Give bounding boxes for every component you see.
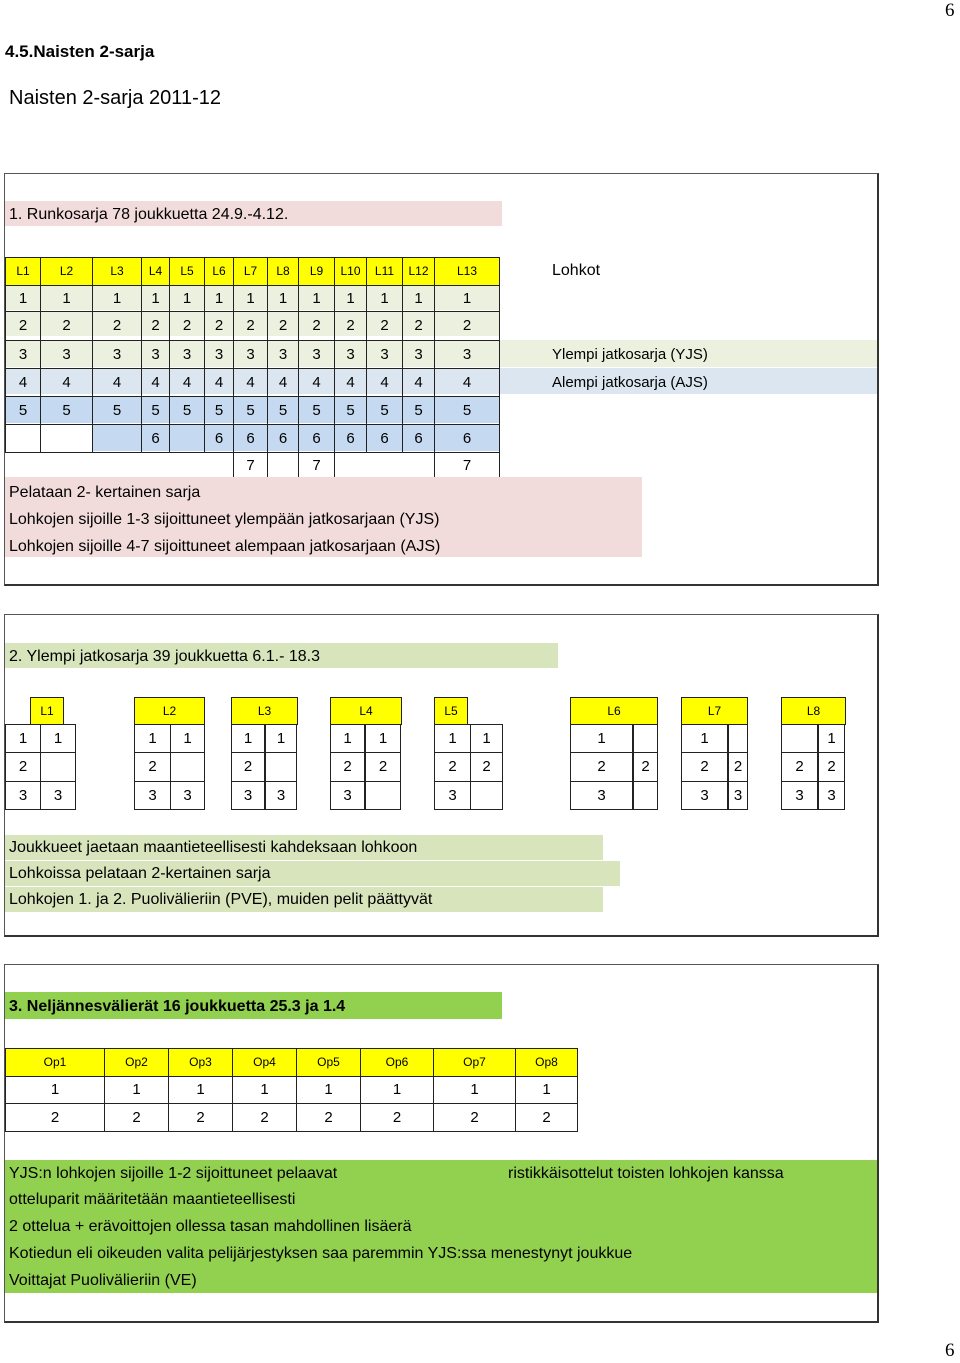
stage2-header-l2: L2 xyxy=(134,697,205,725)
stage2-note-3: Lohkojen 1. ja 2. Puolivälieriin (PVE), muiden pelit päättyvät xyxy=(9,891,433,908)
stage1-cell: 1 xyxy=(5,285,41,312)
stage2-cell: 3 xyxy=(134,781,171,810)
stage3-cell: 2 xyxy=(5,1103,105,1132)
stage3-cell: 2 xyxy=(433,1103,516,1132)
stage1-cell: 3 xyxy=(169,340,205,369)
stage1-cell xyxy=(40,424,93,453)
stage1-note-2: Lohkojen sijoille 1-3 sijoittuneet ylempään jatkosarjaan (YJS) xyxy=(9,511,440,528)
stage1-cell xyxy=(92,424,142,453)
stage1-cell: 6 xyxy=(267,424,299,453)
stage1-cell: 2 xyxy=(402,311,435,341)
stage1-cell: 6 xyxy=(366,424,403,453)
stage3-header-op5: Op5 xyxy=(296,1048,361,1077)
stage1-cell: 4 xyxy=(40,368,93,397)
stage2-cell: 3 xyxy=(5,781,41,810)
stage2-note-1: Joukkueet jaetaan maantieteellisesti kahdeksaan lohkoon xyxy=(9,839,418,856)
stage2-cell: 3 xyxy=(265,781,297,810)
stage1-cell: 6 xyxy=(233,424,268,453)
stage3-header-op7: Op7 xyxy=(433,1048,516,1077)
stage2-cell: 2 xyxy=(681,752,728,782)
stage3-header-op4: Op4 xyxy=(232,1048,297,1077)
stage2-cell: 2 xyxy=(5,752,41,782)
stage1-cell: 1 xyxy=(298,285,335,312)
stage1-cell: 3 xyxy=(267,340,299,369)
legend-yjs: Ylempi jatkosarja (YJS) xyxy=(552,346,708,363)
stage1-cell: 1 xyxy=(204,285,234,312)
stage2-header-l1: L1 xyxy=(30,697,64,725)
stage1-cell: 4 xyxy=(267,368,299,397)
stage1-cell: 6 xyxy=(204,424,234,453)
stage1-cell: 5 xyxy=(141,396,170,425)
stage1-cell: 2 xyxy=(204,311,234,341)
stage1-cell: 2 xyxy=(233,311,268,341)
stage1-cell: 1 xyxy=(92,285,142,312)
stage1-header-l4: L4 xyxy=(141,257,170,286)
stage2-cell: 1 xyxy=(134,724,171,753)
stage2-cell: 2 xyxy=(633,752,658,782)
stage3-cell: 1 xyxy=(104,1076,169,1104)
stage1-cell: 3 xyxy=(334,340,367,369)
stage3-note-2: otteluparit määritetään maantieteellisesti xyxy=(9,1191,296,1208)
stage1-divider xyxy=(499,452,500,478)
stage3-note-right: ristikkäisottelut toisten lohkojen kanssa xyxy=(508,1165,784,1182)
stage1-cell: 4 xyxy=(434,368,500,397)
stage3-cell: 2 xyxy=(168,1103,233,1132)
stage2-cell: 1 xyxy=(40,724,76,753)
stage1-cell: 1 xyxy=(366,285,403,312)
stage1-cell: 2 xyxy=(366,311,403,341)
stage3-cell: 2 xyxy=(104,1103,169,1132)
stage3-cell: 1 xyxy=(232,1076,297,1104)
stage2-cell: 1 xyxy=(170,724,205,753)
stage3-cell: 1 xyxy=(296,1076,361,1104)
stage1-cell: 5 xyxy=(92,396,142,425)
stage2-cell: 1 xyxy=(5,724,41,753)
stage3-cell: 2 xyxy=(515,1103,578,1132)
stage1-cell: 5 xyxy=(267,396,299,425)
stage2-cell: 1 xyxy=(265,724,297,753)
stage2-cell xyxy=(170,752,205,782)
stage1-cell: 4 xyxy=(169,368,205,397)
stage2-cell: 1 xyxy=(681,724,728,753)
stage3-note-1: YJS:n lohkojen sijoille 1-2 sijoittuneet pelaavat xyxy=(9,1165,338,1182)
stage1-header-l11: L11 xyxy=(366,257,403,286)
stage1-header-l8: L8 xyxy=(267,257,299,286)
stage3-note-4: Kotiedun eli oikeuden valita pelijärjestyksen saa paremmin YJS:ssa menestynyt joukkue xyxy=(9,1245,633,1262)
stage1-divider xyxy=(267,452,268,478)
stage1-cell: 7 xyxy=(298,452,335,479)
stage2-cell: 2 xyxy=(231,752,265,782)
stage1-cell: 4 xyxy=(233,368,268,397)
stage1-cell: 2 xyxy=(5,311,41,341)
legend-ajs: Alempi jatkosarja (AJS) xyxy=(552,374,708,391)
stage1-cell: 6 xyxy=(141,424,170,453)
stage1-cell: 4 xyxy=(204,368,234,397)
stage2-cell: 3 xyxy=(231,781,265,810)
stage3-cell: 2 xyxy=(360,1103,434,1132)
legend-title: Lohkot xyxy=(552,262,601,279)
stage2-cell: 2 xyxy=(134,752,171,782)
stage2-header-l5: L5 xyxy=(434,697,468,725)
stage2-cell: 1 xyxy=(470,724,503,753)
stage1-cell: 1 xyxy=(267,285,299,312)
stage1-header-l1: L1 xyxy=(5,257,41,286)
stage1-cell: 5 xyxy=(402,396,435,425)
stage1-cell: 6 xyxy=(334,424,367,453)
stage1-cell: 3 xyxy=(204,340,234,369)
stage1-cell: 4 xyxy=(92,368,142,397)
stage2-cell: 2 xyxy=(365,752,401,782)
stage1-cell: 7 xyxy=(233,452,268,479)
stage2-cell: 3 xyxy=(728,781,748,810)
stage2-cell: 2 xyxy=(781,752,818,782)
stage1-cell: 4 xyxy=(366,368,403,397)
stage2-cell: 3 xyxy=(330,781,365,810)
stage3-cell: 1 xyxy=(360,1076,434,1104)
stage3-heading: 3. Neljännesvälierät 16 joukkuetta 25.3 ja 1.4 xyxy=(9,998,346,1015)
stage1-cell: 6 xyxy=(434,424,500,453)
stage1-header-l9: L9 xyxy=(298,257,335,286)
stage1-cell: 3 xyxy=(402,340,435,369)
stage2-cell: 3 xyxy=(434,781,471,810)
stage2-cell xyxy=(470,781,503,810)
stage1-cell: 7 xyxy=(434,452,500,479)
stage1-cell: 4 xyxy=(141,368,170,397)
stage1-cell: 3 xyxy=(5,340,41,369)
stage1-header-l13: L13 xyxy=(434,257,500,286)
stage3-note-5: Voittajat Puolivälieriin (VE) xyxy=(9,1272,197,1289)
stage1-cell: 3 xyxy=(298,340,335,369)
stage3-note-3: 2 ottelua + erävoittojen ollessa tasan mahdollinen lisäerä xyxy=(9,1218,412,1235)
stage1-cell: 4 xyxy=(334,368,367,397)
stage1-header-l3: L3 xyxy=(92,257,142,286)
stage2-cell xyxy=(40,752,76,782)
stage2-cell: 3 xyxy=(818,781,845,810)
stage2-header-l8: L8 xyxy=(781,697,846,725)
stage2-cell: 3 xyxy=(570,781,633,810)
stage3-header-op2: Op2 xyxy=(104,1048,169,1077)
stage1-cell: 3 xyxy=(366,340,403,369)
stage1-cell: 5 xyxy=(366,396,403,425)
stage1-divider xyxy=(334,452,335,478)
stage1-cell: 2 xyxy=(334,311,367,341)
stage1-cell: 5 xyxy=(5,396,41,425)
stage1-cell: 6 xyxy=(298,424,335,453)
stage1-cell: 1 xyxy=(169,285,205,312)
stage2-cell xyxy=(633,724,658,753)
stage2-cell: 2 xyxy=(570,752,633,782)
stage2-cell: 1 xyxy=(570,724,633,753)
stage1-cell: 5 xyxy=(169,396,205,425)
stage1-cell: 5 xyxy=(298,396,335,425)
stage3-cell: 1 xyxy=(168,1076,233,1104)
stage2-cell xyxy=(633,781,658,810)
stage2-cell xyxy=(781,724,818,753)
stage2-cell: 1 xyxy=(434,724,471,753)
stage1-cell: 1 xyxy=(233,285,268,312)
stage1-header-l6: L6 xyxy=(204,257,234,286)
stage2-header-l6: L6 xyxy=(570,697,658,725)
stage1-cell: 1 xyxy=(40,285,93,312)
stage1-cell: 4 xyxy=(298,368,335,397)
stage1-heading: 1. Runkosarja 78 joukkuetta 24.9.-4.12. xyxy=(9,206,289,223)
stage1-cell: 1 xyxy=(402,285,435,312)
stage1-cell: 1 xyxy=(334,285,367,312)
stage2-cell: 1 xyxy=(231,724,265,753)
stage2-header-l3: L3 xyxy=(231,697,298,725)
stage1-cell xyxy=(169,424,205,453)
stage2-cell: 3 xyxy=(781,781,818,810)
stage3-cell: 2 xyxy=(232,1103,297,1132)
stage1-note-1: Pelataan 2- kertainen sarja xyxy=(9,484,201,501)
stage2-cell xyxy=(265,752,297,782)
stage1-cell: 2 xyxy=(40,311,93,341)
stage3-header-op3: Op3 xyxy=(168,1048,233,1077)
stage1-cell: 3 xyxy=(141,340,170,369)
stage2-cell: 3 xyxy=(40,781,76,810)
stage1-header-l10: L10 xyxy=(334,257,367,286)
stage1-cell: 4 xyxy=(402,368,435,397)
stage2-cell: 2 xyxy=(434,752,471,782)
stage1-cell: 2 xyxy=(169,311,205,341)
stage1-header-l12: L12 xyxy=(402,257,435,286)
stage2-cell: 1 xyxy=(365,724,401,753)
stage1-header-l7: L7 xyxy=(233,257,268,286)
stage1-cell: 3 xyxy=(40,340,93,369)
stage2-cell xyxy=(365,781,401,810)
stage2-cell xyxy=(728,724,748,753)
stage1-cell: 5 xyxy=(233,396,268,425)
stage2-cell: 2 xyxy=(470,752,503,782)
stage1-cell: 2 xyxy=(267,311,299,341)
stage1-header-l5: L5 xyxy=(169,257,205,286)
stage1-cell: 2 xyxy=(298,311,335,341)
stage1-cell: 3 xyxy=(92,340,142,369)
stage1-cell: 2 xyxy=(92,311,142,341)
stage3-cell: 1 xyxy=(5,1076,105,1104)
stage1-cell: 6 xyxy=(402,424,435,453)
stage1-cell: 5 xyxy=(334,396,367,425)
stage2-cell: 3 xyxy=(170,781,205,810)
stage1-cell: 1 xyxy=(434,285,500,312)
stage2-cell: 3 xyxy=(681,781,728,810)
stage1-divider xyxy=(434,452,435,478)
stage1-cell: 5 xyxy=(434,396,500,425)
stage1-cell: 2 xyxy=(141,311,170,341)
stage2-note-2: Lohkoissa pelataan 2-kertainen sarja xyxy=(9,865,271,882)
stage2-cell: 1 xyxy=(330,724,365,753)
stage2-cell: 2 xyxy=(330,752,365,782)
stage1-cell: 2 xyxy=(434,311,500,341)
page-number-bottom: 6 xyxy=(945,1340,955,1361)
stage1-cell: 3 xyxy=(434,340,500,369)
stage2-cell: 1 xyxy=(818,724,845,753)
stage2-header-l4: L4 xyxy=(330,697,402,725)
stage2-heading: 2. Ylempi jatkosarja 39 joukkuetta 6.1.- 18.3 xyxy=(9,648,320,665)
stage1-header-l2: L2 xyxy=(40,257,93,286)
section-heading: 4.5.Naisten 2-sarja xyxy=(5,42,155,61)
stage1-cell: 5 xyxy=(40,396,93,425)
stage2-cell: 2 xyxy=(728,752,748,782)
stage1-cell: 3 xyxy=(233,340,268,369)
stage2-header-l7: L7 xyxy=(681,697,748,725)
stage2-cell: 2 xyxy=(818,752,845,782)
stage3-header-op6: Op6 xyxy=(360,1048,434,1077)
stage3-header-op1: Op1 xyxy=(5,1048,105,1077)
stage1-divider xyxy=(298,452,299,478)
stage1-divider xyxy=(233,452,234,478)
stage1-cell: 4 xyxy=(5,368,41,397)
page-number-top: 6 xyxy=(945,0,955,21)
stage3-cell: 1 xyxy=(433,1076,516,1104)
stage3-cell: 2 xyxy=(296,1103,361,1132)
stage1-cell: 1 xyxy=(141,285,170,312)
stage3-cell: 1 xyxy=(515,1076,578,1104)
document-title: Naisten 2-sarja 2011-12 xyxy=(9,87,221,109)
stage1-note-3: Lohkojen sijoille 4-7 sijoittuneet alempaan jatkosarjaan (AJS) xyxy=(9,538,441,555)
stage3-header-op8: Op8 xyxy=(515,1048,578,1077)
stage1-cell: 5 xyxy=(204,396,234,425)
stage1-cell xyxy=(5,424,41,453)
